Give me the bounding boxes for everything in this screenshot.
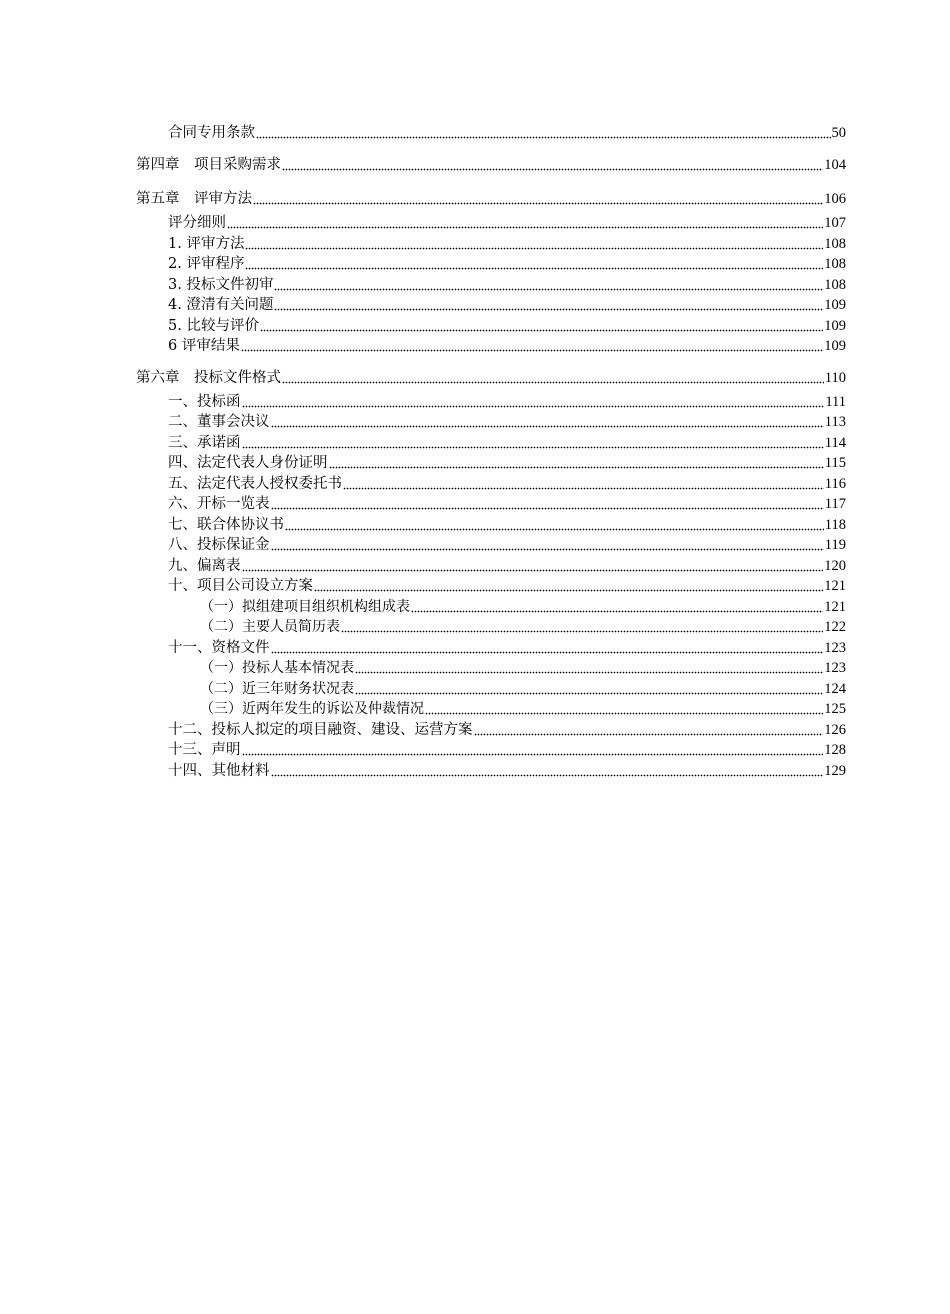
toc-page-number: 121 xyxy=(824,578,846,594)
dot-leader xyxy=(341,630,823,633)
toc-entry-scoring-rules[interactable] xyxy=(168,214,846,233)
toc-page-number: 126 xyxy=(824,722,846,738)
toc-page-number: 109 xyxy=(824,297,846,313)
toc-entry-title: 第四章 项目采购需求 xyxy=(136,157,281,173)
toc-entry-litigation-arbitration[interactable] xyxy=(200,700,846,719)
toc-page-number: 108 xyxy=(824,277,846,293)
dot-leader xyxy=(282,168,823,171)
dot-leader xyxy=(474,733,824,736)
toc-entry-financial-status[interactable] xyxy=(200,680,846,699)
toc-entry-review-result[interactable] xyxy=(168,337,846,356)
dot-leader xyxy=(274,288,823,291)
dot-leader xyxy=(227,226,823,229)
dot-leader xyxy=(260,329,823,332)
toc-entry-title: 九、偏离表 xyxy=(168,558,241,574)
toc-page-number: 109 xyxy=(824,318,846,334)
toc-page-number: 121 xyxy=(824,599,846,615)
toc-entry-title: 评分细则 xyxy=(168,215,226,231)
dot-leader xyxy=(343,487,824,490)
toc-entry-org-structure-table[interactable] xyxy=(200,598,846,617)
dot-leader xyxy=(271,774,824,777)
toc-page-number: 123 xyxy=(824,640,846,656)
dot-leader xyxy=(274,308,823,311)
toc-entry-title: （一）拟组建项目组织机构组成表 xyxy=(200,599,410,615)
toc-page-number: 119 xyxy=(824,537,846,553)
toc-entry-title: 一、投标函 xyxy=(168,394,241,410)
toc-entry-title: 合同专用条款 xyxy=(168,125,255,141)
toc-entry-bidder-basic-info[interactable] xyxy=(200,659,846,678)
toc-entry-title: 三、承诺函 xyxy=(168,435,241,451)
toc-entry-title: （二）近三年财务状况表 xyxy=(200,681,354,697)
toc-entry-title: 3. 投标文件初审 xyxy=(168,277,274,293)
toc-entry-chapter-4[interactable] xyxy=(136,156,846,175)
toc-entry-contract-special-terms[interactable] xyxy=(168,124,846,143)
toc-page-number: 50 xyxy=(831,125,846,141)
dot-leader xyxy=(245,267,823,270)
toc-page-number: 104 xyxy=(824,157,846,173)
toc-page-number: 108 xyxy=(824,236,846,252)
dot-leader xyxy=(355,692,823,695)
toc-entry-other-materials[interactable] xyxy=(168,762,846,781)
dot-leader xyxy=(411,610,823,613)
toc-page-number: 118 xyxy=(824,517,846,533)
toc-entry-comparison[interactable] xyxy=(168,317,846,336)
toc-entry-review-procedure[interactable] xyxy=(168,255,846,274)
toc-page-number: 106 xyxy=(824,191,846,207)
toc-entry-title: 十一、资格文件 xyxy=(168,640,270,656)
toc-page-number: 113 xyxy=(824,414,846,430)
toc-entry-bid-bond[interactable] xyxy=(168,536,846,555)
toc-entry-title: 2. 评审程序 xyxy=(168,256,245,272)
toc-entry-review-method[interactable] xyxy=(168,235,846,254)
toc-entry-bid-opening-table[interactable] xyxy=(168,495,846,514)
dot-leader xyxy=(242,405,825,408)
dot-leader xyxy=(282,381,824,384)
toc-entry-qualification-docs[interactable] xyxy=(168,639,846,658)
toc-page-number: 115 xyxy=(824,455,846,471)
dot-leader xyxy=(242,446,824,449)
toc-entry-financing-plan[interactable] xyxy=(168,721,846,740)
toc-entry-chapter-6[interactable] xyxy=(136,369,846,388)
toc-entry-title: 四、法定代表人身份证明 xyxy=(168,455,328,471)
dot-leader xyxy=(256,136,831,139)
dot-leader xyxy=(271,548,824,551)
dot-leader xyxy=(242,753,824,756)
toc-entry-key-personnel-resume[interactable] xyxy=(200,618,846,637)
toc-page-number: 128 xyxy=(824,742,846,758)
dot-leader xyxy=(285,528,824,531)
dot-leader xyxy=(355,671,823,674)
dot-leader xyxy=(253,202,823,205)
dot-leader xyxy=(271,425,824,428)
toc-page-number: 109 xyxy=(824,338,846,354)
toc-entry-title: 五、法定代表人授权委托书 xyxy=(168,476,342,492)
toc-page-number: 110 xyxy=(824,370,846,386)
toc-entry-initial-review[interactable] xyxy=(168,276,846,295)
toc-page-number: 129 xyxy=(824,763,846,779)
toc-entry-title: 4. 澄清有关问题 xyxy=(168,297,274,313)
toc-entry-title: 十二、投标人拟定的项目融资、建设、运营方案 xyxy=(168,722,473,738)
toc-entry-title: 6 评审结果 xyxy=(168,338,240,354)
toc-entry-title: 十四、其他材料 xyxy=(168,763,270,779)
toc-entry-deviation-table[interactable] xyxy=(168,557,846,576)
toc-entry-title: 5. 比较与评价 xyxy=(168,318,259,334)
toc-page-number: 116 xyxy=(824,476,846,492)
dot-leader xyxy=(314,589,823,592)
toc-page-number: 124 xyxy=(824,681,846,697)
dot-leader xyxy=(241,349,823,352)
dot-leader xyxy=(271,507,824,510)
toc-entry-title: （二）主要人员简历表 xyxy=(200,619,340,635)
toc-entry-company-setup-plan[interactable] xyxy=(168,577,846,596)
toc-entry-title: 七、联合体协议书 xyxy=(168,517,284,533)
toc-page-number: 120 xyxy=(824,558,846,574)
dot-leader xyxy=(271,651,824,654)
toc-entry-chapter-5[interactable] xyxy=(136,190,846,209)
toc-entry-title: 二、董事会决议 xyxy=(168,414,270,430)
toc-entry-legal-rep-id[interactable] xyxy=(168,454,846,473)
toc-page-number: 111 xyxy=(825,394,846,410)
toc-entry-commitment-letter[interactable] xyxy=(168,434,846,453)
toc-page-number: 117 xyxy=(824,496,846,512)
toc-entry-clarification[interactable] xyxy=(168,296,846,315)
toc-entry-title: 第六章 投标文件格式 xyxy=(136,370,281,386)
toc-entry-title: 1. 评审方法 xyxy=(168,236,245,252)
dot-leader xyxy=(329,466,824,469)
toc-entry-title: 八、投标保证金 xyxy=(168,537,270,553)
toc-page-number: 125 xyxy=(824,701,846,717)
toc-entry-title: （三）近两年发生的诉讼及仲裁情况 xyxy=(200,701,424,717)
toc-entry-title: （一）投标人基本情况表 xyxy=(200,660,354,676)
toc-entry-title: 第五章 评审方法 xyxy=(136,191,252,207)
toc-page-number: 122 xyxy=(824,619,846,635)
toc-entry-consortium-agreement[interactable] xyxy=(168,516,846,535)
toc-page-number: 123 xyxy=(824,660,846,676)
toc-entry-title: 十、项目公司设立方案 xyxy=(168,578,313,594)
dot-leader xyxy=(242,569,824,572)
toc-entry-title: 十三、声明 xyxy=(168,742,241,758)
toc-page-number: 108 xyxy=(824,256,846,272)
toc-entry-title: 六、开标一览表 xyxy=(168,496,270,512)
toc-entry-board-resolution[interactable] xyxy=(168,413,846,432)
toc-entry-declaration[interactable] xyxy=(168,741,846,760)
toc-entry-power-of-attorney[interactable] xyxy=(168,475,846,494)
dot-leader xyxy=(425,712,823,715)
toc-page-number: 114 xyxy=(824,435,846,451)
toc-entry-bid-letter[interactable] xyxy=(168,393,846,412)
dot-leader xyxy=(245,247,823,250)
toc-page-number: 107 xyxy=(824,215,846,231)
